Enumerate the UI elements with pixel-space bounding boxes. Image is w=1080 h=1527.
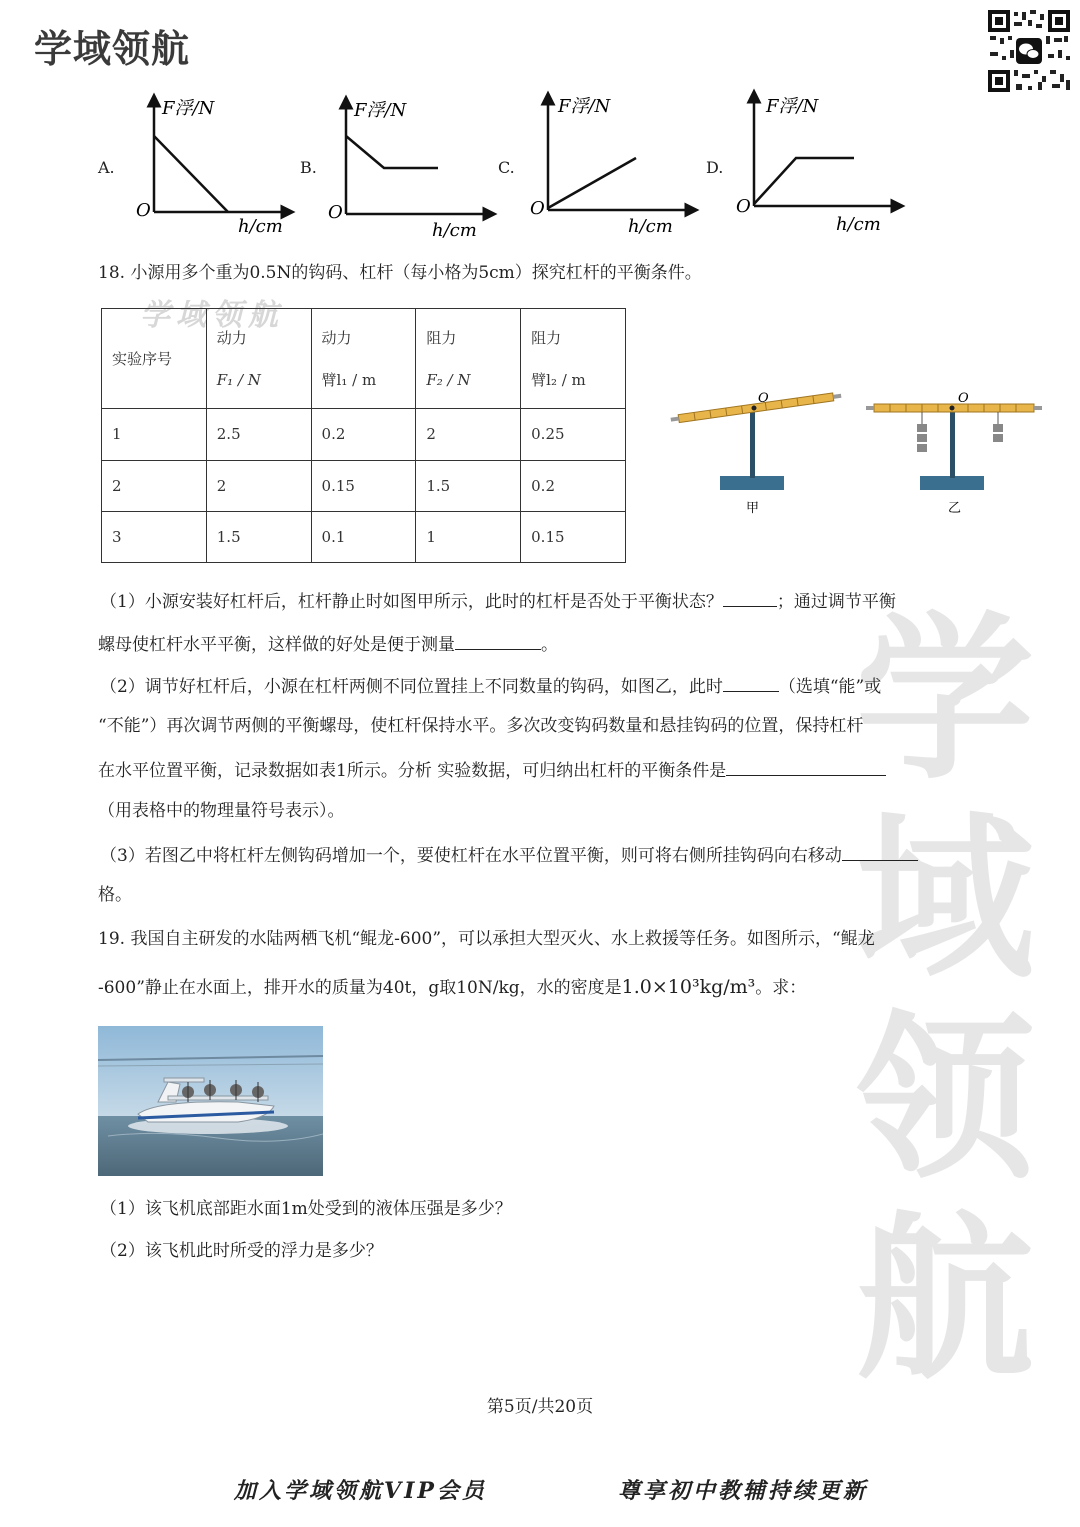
figure-label-yi: 乙 xyxy=(948,501,962,516)
q18-part2-line1: （2）调节好杠杆后，小源在杠杆两侧不同位置挂上不同数量的钩码，如图乙，此时 （选填“能”或 xyxy=(100,673,990,698)
page-number: 第5页/共20页 xyxy=(486,1397,594,1417)
watermark-char: 航 xyxy=(856,1196,1034,1403)
qr-code-icon xyxy=(986,8,1072,94)
table-cell: 3 xyxy=(102,511,207,562)
q19-part2: （2）该飞机此时所受的浮力是多少？ xyxy=(100,1241,383,1261)
lever-figures xyxy=(664,380,1048,520)
table-cell: 0.2 xyxy=(521,460,626,511)
table-header-row xyxy=(102,309,626,409)
y-axis-label: F浮/N xyxy=(162,98,215,119)
answer-blank[interactable] xyxy=(455,631,541,650)
y-axis-label: F浮/N xyxy=(558,96,611,117)
x-axis-label: h/cm xyxy=(628,216,673,237)
table-cell: 2.5 xyxy=(206,409,311,460)
lever-figure-yi xyxy=(866,391,1042,516)
table-row xyxy=(102,511,626,562)
option-c-label: C. xyxy=(498,158,515,177)
footer-slogan-left: 加入学域领航VIP会员 xyxy=(234,1478,487,1504)
q19-part1: （1）该飞机底部距水面1m处受到的液体压强是多少？ xyxy=(100,1199,512,1219)
table-header-cell: 阻力 臂l₂ / m xyxy=(521,309,626,409)
lever-figure-jia xyxy=(670,391,841,516)
table-cell: 0.25 xyxy=(521,409,626,460)
watermark-char: 域 xyxy=(856,796,1034,1003)
footer-slogan-right: 尊享初中教辅持续更新 xyxy=(618,1478,869,1504)
option-b-graph xyxy=(320,90,500,240)
table-cell: 2 xyxy=(416,409,521,460)
option-b-label: B. xyxy=(300,158,317,177)
q18-part1-line1: （1）小源安装好杠杆后，杠杆静止时如图甲所示，此时的杠杆是否处于平衡状态？ ；通过调节平衡 xyxy=(100,588,990,613)
option-d-label: D. xyxy=(706,158,724,177)
table-header-cell: 实验序号 xyxy=(102,309,207,409)
header-logo: 学域领航 xyxy=(34,27,191,71)
pivot-label: O xyxy=(758,391,769,406)
origin-label: O xyxy=(530,198,545,219)
answer-blank[interactable] xyxy=(726,757,886,776)
q17-options xyxy=(0,88,1080,248)
q18-part3-line1: （3）若图乙中将杠杆左侧钩码增加一个，要使杠杆在水平位置平衡，则可将右侧所挂钩码向右移动 xyxy=(100,842,990,867)
pivot-label: O xyxy=(958,391,969,406)
y-axis-label: F浮/N xyxy=(354,100,407,121)
answer-blank[interactable] xyxy=(723,588,777,607)
table-cell: 1.5 xyxy=(206,511,311,562)
answer-blank[interactable] xyxy=(842,842,918,861)
q18-stem: 18. 小源用多个重为0.5N的钩码、杠杆（每小格为5cm）探究杠杆的平衡条件。 xyxy=(98,263,702,283)
small-watermark: 学域领航 xyxy=(140,298,284,333)
seaplane-photo xyxy=(98,1026,323,1176)
x-axis-label: h/cm xyxy=(238,216,283,237)
table-row xyxy=(102,409,626,460)
q19-stem-line1: 19. 我国自主研发的水陆两栖飞机“鲲龙-600”，可以承担大型灭火、水上救援等任务。如图所示，“鲲龙 xyxy=(98,929,875,949)
answer-blank[interactable] xyxy=(723,673,779,692)
option-a-label: A. xyxy=(98,158,115,177)
option-d-graph xyxy=(728,88,908,238)
table-cell: 1.5 xyxy=(416,460,521,511)
q18-part2-line3: 在水平位置平衡，记录数据如表1所示。分析 实验数据，可归纳出杠杆的平衡条件是 xyxy=(98,757,988,782)
table-cell: 1 xyxy=(416,511,521,562)
table-cell: 1 xyxy=(102,409,207,460)
origin-label: O xyxy=(328,202,343,223)
table-cell: 0.15 xyxy=(521,511,626,562)
origin-label: O xyxy=(736,196,751,217)
q18-part3-line2: 格。 xyxy=(98,885,132,905)
table-cell: 2 xyxy=(206,460,311,511)
x-axis-label: h/cm xyxy=(432,220,477,240)
q18-part1-line2: 螺母使杠杆水平平衡，这样做的好处是便于测量 。 xyxy=(98,631,988,656)
density-value: 1.0×10³kg/m³ xyxy=(621,976,756,998)
y-axis-label: F浮/N xyxy=(766,96,819,117)
watermark-char: 学 xyxy=(856,596,1034,803)
q19-stem-line2: -600”静止在水面上，排开水的质量为40t，g取10N/kg，水的密度是1.0×10³kg/m³。求： xyxy=(98,976,807,998)
table-cell: 0.15 xyxy=(311,460,416,511)
q18-part2-line4: （用表格中的物理量符号表示）。 xyxy=(98,801,345,821)
watermark-char: 领 xyxy=(856,996,1034,1203)
table-cell: 2 xyxy=(102,460,207,511)
table-cell: 0.2 xyxy=(311,409,416,460)
option-a-graph xyxy=(128,88,298,238)
q18-part2-line2: “不能”）再次调节两侧的平衡螺母，使杠杆保持水平。多次改变钩码数量和悬挂钩码的位置，保持杠杆 xyxy=(98,716,864,736)
figure-label-jia: 甲 xyxy=(746,501,760,516)
origin-label: O xyxy=(136,200,151,221)
table-header-cell: 动力 F₁ / N xyxy=(206,309,311,409)
table-cell: 0.1 xyxy=(311,511,416,562)
table-header-cell: 阻力 F₂ / N xyxy=(416,309,521,409)
option-c-graph xyxy=(522,88,702,238)
table-row xyxy=(102,460,626,511)
table-header-cell: 动力 臂l₁ / m xyxy=(311,309,416,409)
x-axis-label: h/cm xyxy=(836,214,881,235)
experiment-table xyxy=(101,308,626,563)
